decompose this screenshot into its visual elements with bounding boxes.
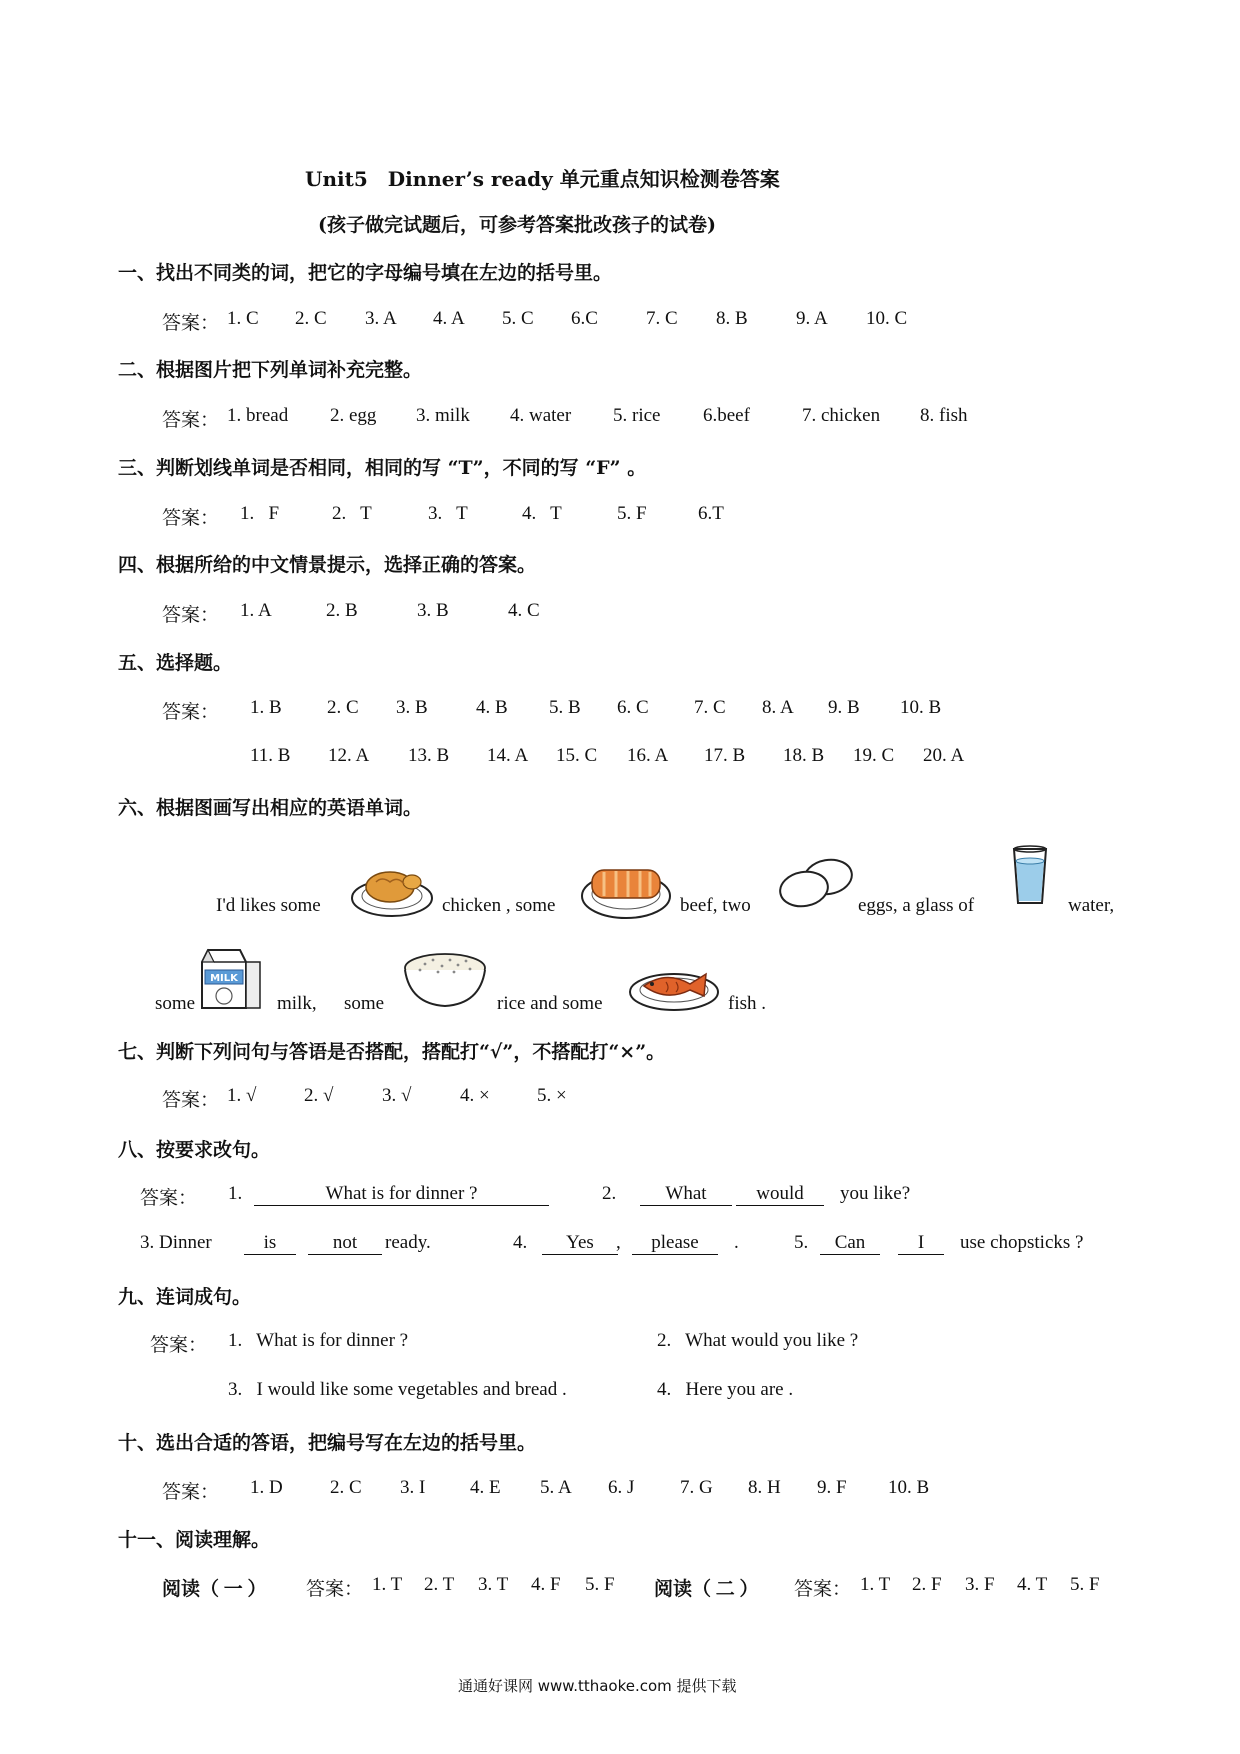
question-number: 1. — [228, 1183, 243, 1204]
sentence-text: eggs, a glass of — [858, 895, 975, 916]
answer-blank: Can — [820, 1232, 880, 1255]
answer-blank: What — [640, 1183, 732, 1206]
eggs-icon — [776, 855, 856, 911]
answer-item: 3. F — [965, 1574, 995, 1595]
section-1-answers — [162, 308, 908, 335]
section-6-heading: 六、根据图画写出相应的英语单词。 — [118, 797, 423, 819]
answer-item: 2. F — [912, 1574, 942, 1595]
sentence-text: milk, — [277, 993, 317, 1014]
answer-label: 答案： — [162, 1482, 220, 1503]
answer-item: 5. C — [502, 308, 534, 329]
section-4-answers — [162, 600, 540, 627]
answer-item: 6.C — [571, 308, 598, 329]
answer-blank: is — [244, 1232, 296, 1255]
answer-item: 3. I would like some vegetables and bread . — [228, 1379, 567, 1400]
answer-item: 8. A — [762, 697, 794, 718]
answer-item: 2. √ — [304, 1085, 334, 1106]
answer-item: 4. T — [522, 503, 562, 524]
section-10-heading: 十、选出合适的答语，把编号写在左边的括号里。 — [118, 1432, 537, 1454]
section-8-heading: 八、按要求改句。 — [118, 1139, 271, 1161]
answer-item: 4. water — [510, 405, 572, 426]
section-8-row2 — [140, 1232, 1084, 1254]
answer-item: 3. A — [365, 308, 397, 329]
section-11-heading: 十一、阅读理解。 — [118, 1529, 271, 1551]
answer-item: 6.beef — [703, 405, 750, 426]
section-3-answers — [162, 503, 724, 530]
milk-carton-icon — [188, 940, 266, 1012]
answer-item: 2. What would you like ? — [657, 1330, 859, 1351]
footer-text: 通通好课网 www.tthaoke.com 提供下载 — [458, 1677, 737, 1695]
answer-label: 答案： — [162, 702, 220, 723]
sentence-text: fish . — [728, 993, 766, 1014]
answer-item: 4. B — [476, 697, 508, 718]
answer-item: 3. T — [478, 1574, 509, 1595]
answer-label: 答案： — [162, 605, 220, 626]
answer-blank: Yes — [542, 1232, 618, 1255]
answer-item: 2. T — [332, 503, 372, 524]
answer-label: 答案： — [162, 1090, 220, 1111]
answer-item: 5. A — [540, 1477, 572, 1498]
answer-item: 16. A — [627, 745, 669, 766]
answer-item: 2. T — [424, 1574, 455, 1595]
answer-item: 4. Here you are . — [657, 1379, 794, 1400]
sentence-text: . — [734, 1232, 739, 1253]
answer-item: 5. F — [617, 503, 647, 524]
answer-label: 答案： — [306, 1579, 364, 1600]
answer-item: 4. T — [1017, 1574, 1048, 1595]
roast-chicken-icon — [350, 860, 434, 920]
fish-plate-icon — [626, 960, 722, 1016]
answer-item: 1. F — [240, 503, 280, 524]
answer-item: 1. bread — [227, 405, 289, 426]
answer-item: 1. A — [240, 600, 272, 621]
page-subtitle: (孩子做完试题后，可参考答案批改孩子的试卷) — [318, 214, 716, 236]
answer-item: 2. B — [326, 600, 358, 621]
section-8-row1 — [140, 1183, 911, 1210]
sentence-text: I'd likes some — [216, 895, 321, 916]
section-7-answers — [162, 1085, 567, 1112]
answer-label: 答案： — [162, 410, 220, 431]
sentence-text: ready. — [385, 1232, 431, 1253]
answer-label: 答案： — [140, 1188, 198, 1209]
answer-item: 9. A — [796, 308, 828, 329]
answer-item: 5. B — [549, 697, 581, 718]
answer-item: 3. B — [417, 600, 449, 621]
answer-item: 10. B — [900, 697, 942, 718]
answer-item: 2. C — [327, 697, 359, 718]
answer-blank: What is for dinner ? — [254, 1183, 549, 1206]
sentence-text: water, — [1068, 895, 1115, 916]
section-9-heading: 九、连词成句。 — [118, 1286, 252, 1308]
answer-item: 1. √ — [227, 1085, 257, 1106]
answer-item: 20. A — [923, 745, 965, 766]
question-number: 5. — [794, 1232, 809, 1253]
answer-item: 19. C — [853, 745, 895, 766]
answer-item: 1. B — [250, 697, 282, 718]
answer-item: 4. C — [508, 600, 540, 621]
answer-item: 2. C — [295, 308, 327, 329]
answer-item: 6.T — [698, 503, 724, 524]
answer-item: 13. B — [408, 745, 450, 766]
answer-item: 5. × — [537, 1085, 567, 1106]
sentence-text: some — [155, 993, 196, 1014]
section-5-answers-row1 — [162, 697, 942, 724]
answer-label: 答案： — [150, 1335, 208, 1356]
beef-plate-icon — [580, 852, 672, 922]
answer-item: 8. H — [748, 1477, 781, 1498]
sentence-text: 3. Dinner — [140, 1232, 212, 1253]
sentence-text: chicken , some — [442, 895, 556, 916]
sentence-text: beef, two — [680, 895, 751, 916]
rice-bowl-icon — [400, 948, 490, 1012]
answer-item: 14. A — [487, 745, 529, 766]
question-number: 2. — [602, 1183, 617, 1204]
answer-item: 4. F — [531, 1574, 561, 1595]
answer-item: 7. C — [646, 308, 678, 329]
answer-item: 17. B — [704, 745, 746, 766]
answer-item: 3. T — [428, 503, 468, 524]
answer-item: 7. G — [680, 1477, 713, 1498]
section-9-row2 — [228, 1379, 794, 1401]
section-2-answers — [162, 405, 968, 432]
answer-item: 3. milk — [416, 405, 470, 426]
answer-item: 3. √ — [382, 1085, 412, 1106]
sentence-text: , — [616, 1232, 621, 1253]
answer-item: 1. C — [227, 308, 259, 329]
section-1-heading: 一、找出不同类的词，把它的字母编号填在左边的括号里。 — [118, 262, 613, 284]
answer-item: 2. C — [330, 1477, 362, 1498]
answer-item: 10. B — [888, 1477, 930, 1498]
answer-item: 9. F — [817, 1477, 847, 1498]
section-4-heading: 四、根据所给的中文情景提示，选择正确的答案。 — [118, 554, 537, 576]
answer-item: 4. E — [470, 1477, 501, 1498]
answer-blank: I — [898, 1232, 944, 1255]
answer-item: 1. T — [860, 1574, 891, 1595]
answer-blank: not — [308, 1232, 382, 1255]
answer-item: 15. C — [556, 745, 598, 766]
answer-item: 12. A — [328, 745, 370, 766]
section-10-answers — [162, 1477, 930, 1504]
answer-item: 5. rice — [613, 405, 661, 426]
answer-item: 3. I — [400, 1477, 426, 1498]
section-11-answers — [162, 1574, 1100, 1601]
answer-item: 1. T — [372, 1574, 403, 1595]
milk-carton-label: MILK — [210, 973, 238, 984]
section-3-heading: 三、判断划线单词是否相同，相同的写 “T”，不同的写 “F” 。 — [118, 457, 647, 479]
answer-item: 1. D — [250, 1477, 283, 1498]
answer-blank: please — [632, 1232, 718, 1255]
section-2-heading: 二、根据图片把下列单词补充完整。 — [118, 359, 423, 381]
answer-item: 4. A — [433, 308, 465, 329]
answer-label: 答案： — [162, 313, 220, 334]
page-title: Unit5 Dinner’s ready 单元重点知识检测卷答案 — [305, 167, 780, 191]
answer-item: 9. B — [828, 697, 860, 718]
answer-item: 1. What is for dinner ? — [228, 1330, 409, 1351]
answer-label: 答案： — [162, 508, 220, 529]
section-5-heading: 五、选择题。 — [118, 652, 233, 674]
sentence-text: use chopsticks ? — [960, 1232, 1084, 1253]
answer-item: 5. F — [585, 1574, 615, 1595]
answer-item: 10. C — [866, 308, 908, 329]
question-number: 4. — [513, 1232, 528, 1253]
reading-1-label: 阅读（ 一 ） — [162, 1579, 267, 1600]
answer-item: 2. egg — [330, 405, 377, 426]
answer-item: 6. J — [608, 1477, 635, 1498]
answer-item: 11. B — [250, 745, 291, 766]
answer-item: 4. × — [460, 1085, 490, 1106]
answer-item: 6. C — [617, 697, 649, 718]
reading-2-label: 阅读（ 二 ） — [654, 1579, 759, 1600]
answer-item: 3. B — [396, 697, 428, 718]
sentence-text: some — [344, 993, 385, 1014]
answer-item: 7. C — [694, 697, 726, 718]
answer-item: 5. F — [1070, 1574, 1100, 1595]
section-9-row1 — [150, 1330, 859, 1357]
sentence-text: rice and some — [497, 993, 603, 1014]
answer-item: 8. B — [716, 308, 748, 329]
answer-item: 18. B — [783, 745, 825, 766]
answer-item: 7. chicken — [802, 405, 881, 426]
answer-blank: would — [736, 1183, 824, 1206]
answer-label: 答案： — [794, 1579, 852, 1600]
sentence-text: you like? — [840, 1183, 911, 1204]
section-7-heading: 七、判断下列问句与答语是否搭配，搭配打“√”，不搭配打“×”。 — [118, 1041, 666, 1063]
answer-item: 8. fish — [920, 405, 968, 426]
glass-of-water-icon — [1010, 845, 1050, 907]
